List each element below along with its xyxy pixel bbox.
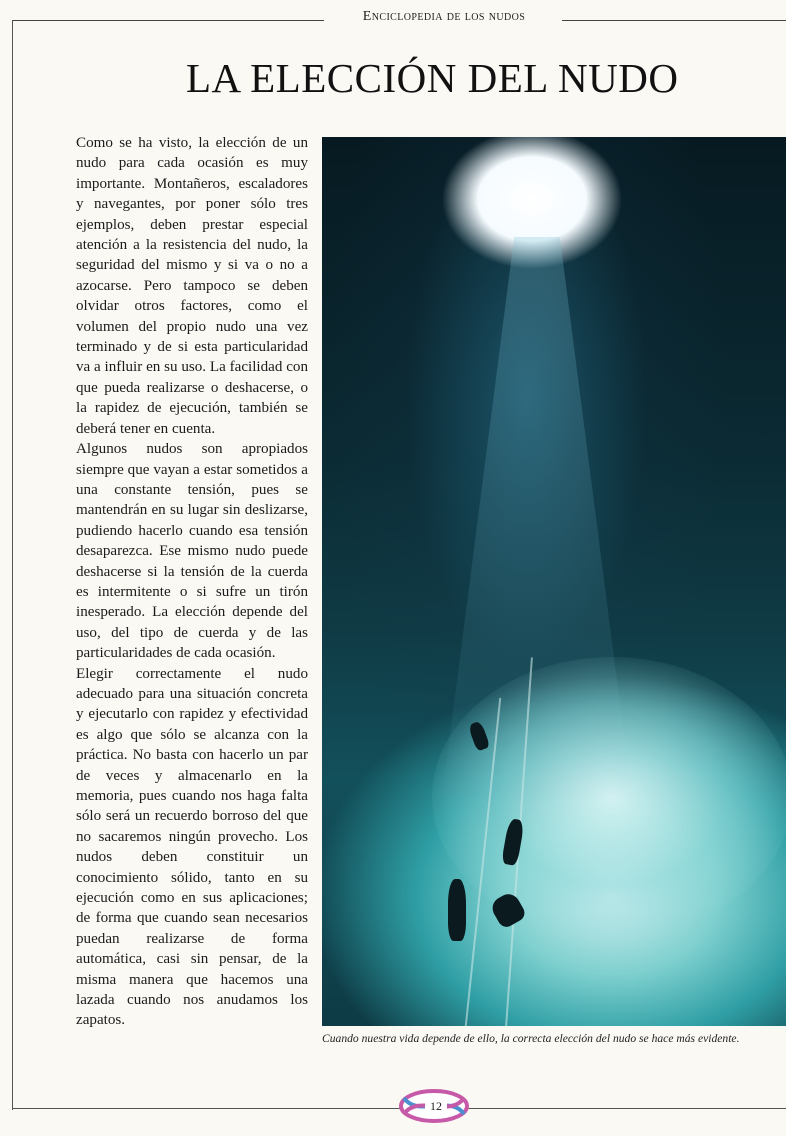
page-title: LA ELECCIÓN DEL NUDO bbox=[186, 55, 679, 101]
paragraph-3: Elegir correctamente el nudo adecuado para una situación concreta y ejecutarlo con rapidez y efectividad es algo que sólo se alcanza con la práctica. No basta con hacerlo un par de veces y almacenarlo en la memoria, pues cuando nos haga falta sólo será un recuerdo borroso del que no sacaremos ningún provecho. Los nudos deben constituir un conocimiento sólido, tanto en su ejecución como en sus aplicaciones; de forma que cuando sean necesarios puedan realizarse de forma automática, casi sin pensar, de la misma manera que hacemos una lazada cuando nos anudamos los zapatos. bbox=[76, 665, 308, 1029]
header-rule-right bbox=[562, 20, 786, 21]
paragraph-2: Algunos nudos son apropiados siempre que vayan a estar sometidos a una constante tensión, pues se mantendrán en su lugar sin deslizarse, pudiendo hacerlo cuando esa tensión desaparezca. Ese mismo nudo puede deshacerse si la tensión de la cuerda es intermitente o si sufre un tirón inesperado. La elección depende del uso, del tipo de cuerda y de las particularidades de cada ocasión. bbox=[76, 441, 308, 662]
running-head: Enciclopedia de los nudos bbox=[362, 9, 526, 24]
header-rule-left bbox=[12, 20, 324, 21]
light-cloud bbox=[432, 657, 786, 937]
page-margin-rule bbox=[12, 20, 13, 1110]
paragraph-1: Como se ha visto, la elección de un nudo para cada ocasión es muy importante. Montañeros, escaladores y navegantes, por poner sólo tres ejemplos, deben prestar especial atención a la resistencia del nudo, la seguridad del mismo y si va o no a azocarse. Pero tampoco se deben olvidar otros factores, como el volumen del propio nudo una vez terminado y de si esta particularidad va a influir en su uso. La facilidad con que pueda realizarse o deshacerse, o la rapidez de ejecución, también se deberá tener en cuenta. bbox=[76, 135, 308, 437]
cave-photo bbox=[322, 137, 786, 1026]
diver-3 bbox=[448, 879, 466, 941]
page-number: 12 bbox=[425, 1098, 447, 1114]
photo-caption: Cuando nuestra vida depende de ello, la correcta elección del nudo se hace más evidente. bbox=[322, 1032, 740, 1045]
body-text bbox=[76, 133, 308, 1031]
